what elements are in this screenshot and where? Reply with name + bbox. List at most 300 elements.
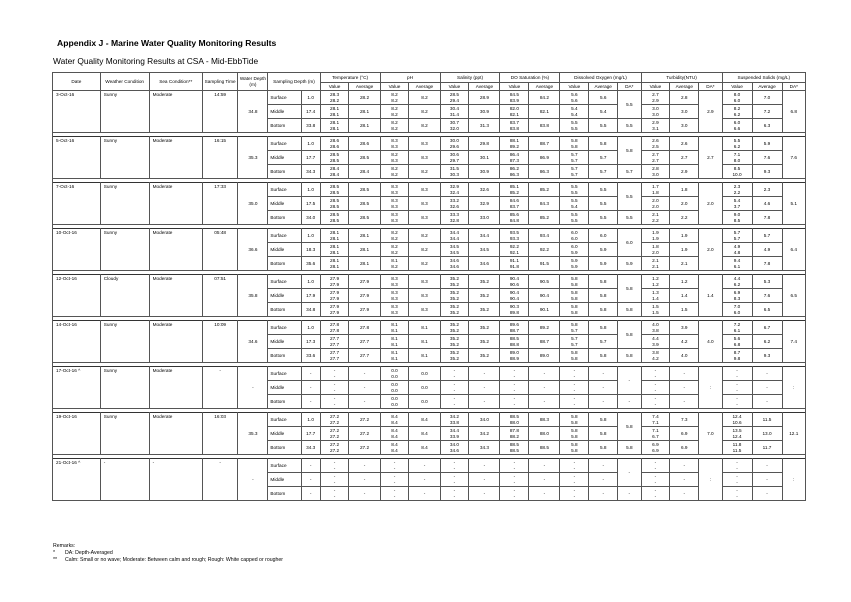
temperature-value-cell-reading: 27.7 bbox=[329, 355, 340, 361]
do-saturation-average-cell: - bbox=[529, 473, 560, 487]
salinity-value-cell-reading: 33.9 bbox=[449, 433, 459, 439]
turbidity-value-cell-reading: - bbox=[654, 493, 657, 499]
dissolved-oxygen-average-cell: - bbox=[589, 459, 618, 473]
ph-average-cell: 8.4 bbox=[409, 441, 440, 455]
turbidity-average-cell: 2.2 bbox=[670, 211, 699, 225]
table-row bbox=[53, 413, 806, 427]
ph-value-cell bbox=[380, 165, 409, 179]
salinity-average-cell: 32.9 bbox=[469, 197, 500, 211]
ph-value-cell-reading: 8.2 bbox=[391, 125, 398, 131]
header-average: Average bbox=[469, 83, 500, 91]
temperature-value-cell-reading: - bbox=[333, 488, 336, 494]
turbidity-value-cell bbox=[641, 91, 670, 105]
salinity-value-cell-reading: - bbox=[453, 479, 456, 485]
salinity-average-cell: 34.5 bbox=[469, 243, 500, 257]
suspended-solids-value-cell-reading: 2.3 bbox=[733, 184, 741, 190]
turbidity-value-cell-reading: 7.1 bbox=[652, 419, 659, 425]
salinity-value-cell bbox=[440, 427, 469, 441]
dissolved-oxygen-value-cell bbox=[560, 349, 589, 363]
ph-value-cell-reading: 8.3 bbox=[391, 290, 398, 296]
turbidity-value-cell bbox=[641, 275, 670, 289]
ph-value-cell bbox=[380, 459, 409, 473]
dissolved-oxygen-value-cell-reading: 5.5 bbox=[571, 198, 578, 204]
weather-cell: Sunny bbox=[100, 229, 149, 271]
suspended-solids-value-cell-reading: - bbox=[736, 382, 738, 388]
do-saturation-average-cell: 88.0 bbox=[529, 427, 560, 441]
level-name-cell: Bottom bbox=[268, 395, 301, 409]
ph-value-cell-reading: 8.2 bbox=[391, 97, 398, 103]
level-name-cell: Surface bbox=[268, 459, 301, 473]
sampling-depth-cell: 35.6 bbox=[301, 257, 320, 271]
salinity-average-cell: 28.9 bbox=[469, 91, 500, 105]
salinity-average-cell: - bbox=[469, 367, 500, 381]
do-saturation-value-cell-reading: 93.3 bbox=[509, 235, 519, 241]
header-average: Average bbox=[349, 83, 380, 91]
do-saturation-value-cell-reading: - bbox=[513, 493, 516, 499]
salinity-average-cell: 30.1 bbox=[469, 151, 500, 165]
ph-value-cell bbox=[380, 427, 409, 441]
salinity-value-cell-reading: 30.7 bbox=[449, 120, 459, 126]
turbidity-value-cell bbox=[641, 303, 670, 317]
water-depth-cell: 35.3 bbox=[238, 137, 268, 179]
temperature-value-cell-reading: - bbox=[333, 373, 336, 379]
suspended-solids-value-cell-reading: 11.8 bbox=[732, 442, 742, 448]
dissolved-oxygen-value-cell-reading: - bbox=[573, 373, 576, 379]
do-saturation-value-cell bbox=[500, 119, 529, 133]
salinity-value-cell bbox=[440, 367, 469, 381]
turbidity-value-cell-reading: 3.0 bbox=[652, 111, 659, 117]
header-da: DA* bbox=[618, 83, 641, 91]
salinity-value-cell-reading: - bbox=[453, 396, 456, 402]
turbidity-value-cell-reading: 2.1 bbox=[652, 258, 659, 264]
suspended-solids-value-cell-reading: 9.8 bbox=[733, 355, 741, 361]
dissolved-oxygen-value-cell-reading: 5.6 bbox=[571, 92, 578, 98]
header-average: Average bbox=[752, 83, 782, 91]
suspended-solids-average-cell: 9.3 bbox=[752, 349, 782, 363]
suspended-solids-value-cell-reading: 6.1 bbox=[733, 327, 741, 333]
suspended-solids-average-cell: 6.2 bbox=[752, 335, 782, 349]
turbidity-value-cell bbox=[641, 413, 670, 427]
temperature-value-cell bbox=[320, 151, 349, 165]
suspended-solids-value-cell-reading: 6.0 bbox=[733, 120, 741, 126]
do-saturation-value-cell bbox=[500, 197, 529, 211]
salinity-value-cell-reading: 32.8 bbox=[449, 217, 459, 223]
date-cell: 17-Oct-16 ^ bbox=[53, 367, 101, 409]
suspended-solids-value-cell-reading: 8.2 bbox=[733, 106, 741, 112]
turbidity-value-cell bbox=[641, 289, 670, 303]
sampling-depth-cell: 1.0 bbox=[301, 413, 320, 427]
sampling-depth-cell: - bbox=[301, 487, 320, 501]
temperature-value-cell-reading: - bbox=[333, 396, 336, 402]
suspended-solids-value-cell-reading: - bbox=[736, 368, 738, 374]
dissolved-oxygen-value-cell-reading: 5.8 bbox=[571, 309, 578, 315]
temperature-average-cell: 28.1 bbox=[349, 229, 380, 243]
ph-value-cell-reading: 8.3 bbox=[391, 184, 398, 190]
dissolved-oxygen-da-cell: 5.8 bbox=[618, 275, 641, 303]
date-cell: 7-Oct-16 bbox=[53, 183, 101, 225]
ph-value-cell-reading: - bbox=[393, 474, 396, 480]
dissolved-oxygen-value-cell-reading: - bbox=[573, 488, 576, 494]
suspended-solids-value-cell-reading: 6.6 bbox=[733, 125, 741, 131]
suspended-solids-value-cell-reading: 12.4 bbox=[732, 414, 742, 420]
turbidity-value-cell-reading: - bbox=[654, 465, 657, 471]
do-saturation-average-cell: 82.1 bbox=[529, 105, 560, 119]
temperature-value-cell-reading: 27.9 bbox=[329, 309, 340, 315]
suspended-solids-value-cell bbox=[722, 367, 752, 381]
temperature-average-cell: 28.1 bbox=[349, 257, 380, 271]
ph-average-cell: 8.4 bbox=[409, 413, 440, 427]
suspended-solids-value-cell bbox=[722, 275, 752, 289]
turbidity-average-cell: 2.8 bbox=[670, 91, 699, 105]
temperature-value-cell bbox=[320, 165, 349, 179]
suspended-solids-average-cell: - bbox=[752, 487, 782, 501]
suspended-solids-da-cell: 6.8 bbox=[782, 91, 806, 133]
table-row bbox=[53, 91, 806, 105]
ph-value-cell-reading: 8.2 bbox=[391, 92, 398, 98]
ph-average-cell: 0.0 bbox=[409, 367, 440, 381]
sampling-depth-cell: - bbox=[301, 473, 320, 487]
do-saturation-average-cell: 88.3 bbox=[529, 413, 560, 427]
sampling-depth-cell: 17.5 bbox=[301, 197, 320, 211]
sampling-time-cell: 05:48 bbox=[202, 229, 238, 271]
suspended-solids-value-cell-reading: 9.4 bbox=[733, 258, 741, 264]
turbidity-value-cell-reading: 1.9 bbox=[652, 235, 659, 241]
dissolved-oxygen-average-cell: 5.9 bbox=[589, 243, 618, 257]
suspended-solids-value-cell-reading: 12.4 bbox=[732, 433, 742, 439]
suspended-solids-value-cell bbox=[722, 413, 752, 427]
suspended-solids-value-cell bbox=[722, 395, 752, 409]
sampling-depth-cell: 34.3 bbox=[301, 165, 320, 179]
salinity-value-cell-reading: 34.5 bbox=[449, 249, 459, 255]
suspended-solids-value-cell-reading: 8.5 bbox=[733, 166, 741, 172]
do-saturation-value-cell-reading: 84.6 bbox=[509, 198, 519, 204]
water-depth-cell: 35.8 bbox=[238, 275, 268, 317]
salinity-value-cell-reading: - bbox=[453, 493, 456, 499]
ph-value-cell-reading: 8.2 bbox=[391, 120, 398, 126]
do-saturation-value-cell bbox=[500, 275, 529, 289]
dissolved-oxygen-da-cell: - bbox=[618, 395, 641, 409]
turbidity-value-cell-reading: - bbox=[654, 401, 657, 407]
header-value: Value bbox=[560, 83, 589, 91]
ph-value-cell-reading: 8.1 bbox=[391, 341, 398, 347]
salinity-value-cell bbox=[440, 441, 469, 455]
date-cell: 10-Oct-16 bbox=[53, 229, 101, 271]
dissolved-oxygen-value-cell-reading: 5.8 bbox=[571, 350, 578, 356]
suspended-solids-value-cell-reading: 7.0 bbox=[733, 304, 741, 310]
salinity-value-cell-reading: 34.6 bbox=[449, 447, 459, 453]
dissolved-oxygen-value-cell bbox=[560, 487, 589, 501]
dissolved-oxygen-value-cell-reading: - bbox=[573, 460, 576, 466]
date-cell: 21-Oct-16 ^ bbox=[53, 459, 101, 501]
salinity-value-cell-reading: 32.0 bbox=[449, 125, 459, 131]
turbidity-average-cell: - bbox=[670, 473, 699, 487]
turbidity-value-cell bbox=[641, 183, 670, 197]
dissolved-oxygen-value-cell-reading: 5.7 bbox=[571, 171, 578, 177]
ph-value-cell-reading: - bbox=[393, 465, 396, 471]
suspended-solids-value-cell-reading: - bbox=[736, 493, 738, 499]
temperature-value-cell bbox=[320, 473, 349, 487]
salinity-average-cell: 35.2 bbox=[469, 275, 500, 289]
do-saturation-value-cell-reading: 89.8 bbox=[509, 309, 519, 315]
suspended-solids-value-cell-reading: 6.2 bbox=[733, 281, 741, 287]
temperature-average-cell: 28.2 bbox=[349, 91, 380, 105]
turbidity-value-cell-reading: 2.1 bbox=[652, 212, 659, 218]
temperature-value-cell-reading: 28.5 bbox=[329, 203, 340, 209]
turbidity-value-cell bbox=[641, 427, 670, 441]
turbidity-value-cell-reading: 1.5 bbox=[652, 309, 659, 315]
do-saturation-value-cell bbox=[500, 473, 529, 487]
dissolved-oxygen-average-cell: 5.5 bbox=[589, 119, 618, 133]
weather-cell: Sunny bbox=[100, 367, 149, 409]
ph-average-cell: 8.2 bbox=[409, 165, 440, 179]
salinity-value-cell-reading: - bbox=[453, 373, 456, 379]
turbidity-average-cell: 1.5 bbox=[670, 303, 699, 317]
date-cell: 3-Oct-16 bbox=[53, 91, 101, 133]
salinity-value-cell-reading: 35.2 bbox=[449, 336, 459, 342]
dissolved-oxygen-value-cell bbox=[560, 197, 589, 211]
suspended-solids-value-cell bbox=[722, 487, 752, 501]
table-body bbox=[53, 91, 806, 501]
do-saturation-average-cell: 83.8 bbox=[529, 119, 560, 133]
temperature-value-cell bbox=[320, 349, 349, 363]
temperature-average-cell: 27.9 bbox=[349, 303, 380, 317]
turbidity-value-cell-reading: 2.7 bbox=[652, 92, 659, 98]
temperature-value-cell-reading: 28.1 bbox=[329, 125, 340, 131]
salinity-value-cell-reading: 34.6 bbox=[449, 263, 459, 269]
dissolved-oxygen-value-cell bbox=[560, 381, 589, 395]
suspended-solids-value-cell bbox=[722, 91, 752, 105]
salinity-average-cell: 29.8 bbox=[469, 137, 500, 151]
table-row bbox=[53, 367, 806, 381]
dissolved-oxygen-value-cell bbox=[560, 321, 589, 335]
turbidity-da-cell: 2.9 bbox=[699, 91, 722, 133]
suspended-solids-value-cell-reading: 5.6 bbox=[733, 336, 741, 342]
sampling-depth-cell: 33.8 bbox=[301, 119, 320, 133]
suspended-solids-value-cell bbox=[722, 349, 752, 363]
salinity-average-cell: 35.2 bbox=[469, 321, 500, 335]
ph-value-cell-reading: 8.2 bbox=[391, 249, 398, 255]
salinity-value-cell-reading: 35.2 bbox=[449, 327, 459, 333]
ph-average-cell: 8.2 bbox=[409, 229, 440, 243]
suspended-solids-da-cell: 6.5 bbox=[782, 275, 806, 317]
dissolved-oxygen-da-cell: 5.7 bbox=[618, 165, 641, 179]
header-value: Value bbox=[722, 83, 752, 91]
dissolved-oxygen-da-cell: 5.8 bbox=[618, 321, 641, 349]
dissolved-oxygen-value-cell bbox=[560, 211, 589, 225]
dissolved-oxygen-value-cell bbox=[560, 165, 589, 179]
ph-value-cell-reading: 8.2 bbox=[391, 235, 398, 241]
temperature-average-cell: 28.4 bbox=[349, 165, 380, 179]
turbidity-value-cell-reading: 2.6 bbox=[652, 138, 659, 144]
turbidity-value-cell-reading: 1.2 bbox=[652, 276, 659, 282]
suspended-solids-value-cell bbox=[722, 211, 752, 225]
dissolved-oxygen-value-cell bbox=[560, 91, 589, 105]
sampling-depth-cell: - bbox=[301, 381, 320, 395]
suspended-solids-value-cell-reading: 6.0 bbox=[733, 309, 741, 315]
water-depth-cell: 34.6 bbox=[238, 321, 268, 363]
do-saturation-average-cell: 84.2 bbox=[529, 91, 560, 105]
sea-condition-cell: Moderate bbox=[149, 275, 202, 317]
suspended-solids-value-cell-reading: - bbox=[736, 488, 738, 494]
dissolved-oxygen-value-cell bbox=[560, 413, 589, 427]
suspended-solids-value-cell bbox=[722, 257, 752, 271]
ph-average-cell: 8.3 bbox=[409, 303, 440, 317]
level-name-cell: Surface bbox=[268, 183, 301, 197]
dissolved-oxygen-value-cell-reading: - bbox=[573, 382, 576, 388]
dissolved-oxygen-value-cell-reading: 5.8 bbox=[571, 355, 578, 361]
level-name-cell: Surface bbox=[268, 275, 301, 289]
ph-average-cell: - bbox=[409, 487, 440, 501]
header-sampling-depth: Sampling Depth (m) bbox=[268, 73, 320, 91]
sampling-depth-cell: 33.6 bbox=[301, 349, 320, 363]
suspended-solids-da-cell: 7.4 bbox=[782, 321, 806, 363]
salinity-value-cell-reading: 35.2 bbox=[449, 304, 459, 310]
do-saturation-average-cell: - bbox=[529, 459, 560, 473]
salinity-average-cell: 35.2 bbox=[469, 349, 500, 363]
temperature-value-cell-reading: 28.6 bbox=[329, 138, 340, 144]
turbidity-value-cell-reading: 3.9 bbox=[652, 341, 659, 347]
dissolved-oxygen-value-cell bbox=[560, 441, 589, 455]
salinity-value-cell bbox=[440, 413, 469, 427]
do-saturation-value-cell bbox=[500, 229, 529, 243]
do-saturation-value-cell bbox=[500, 151, 529, 165]
weather-cell: Sunny bbox=[100, 321, 149, 363]
do-saturation-value-cell-reading: 83.9 bbox=[509, 97, 519, 103]
salinity-value-cell-reading: 35.2 bbox=[449, 355, 459, 361]
temperature-average-cell: 28.5 bbox=[349, 183, 380, 197]
salinity-value-cell bbox=[440, 197, 469, 211]
temperature-value-cell-reading: 27.9 bbox=[329, 276, 340, 282]
turbidity-value-cell-reading: 7.1 bbox=[652, 428, 659, 434]
water-depth-cell: 34.8 bbox=[238, 91, 268, 133]
turbidity-average-cell: - bbox=[670, 381, 699, 395]
suspended-solids-value-cell-reading: 3.7 bbox=[733, 203, 741, 209]
suspended-solids-da-cell: 7.6 bbox=[782, 137, 806, 179]
suspended-solids-value-cell-reading: 8.0 bbox=[733, 92, 741, 98]
salinity-value-cell-reading: 32.6 bbox=[449, 203, 459, 209]
suspended-solids-value-cell-reading: - bbox=[736, 387, 738, 393]
ph-value-cell-reading: 8.4 bbox=[391, 419, 398, 425]
salinity-value-cell-reading: 29.6 bbox=[449, 143, 459, 149]
salinity-average-cell: 34.3 bbox=[469, 441, 500, 455]
temperature-value-cell bbox=[320, 381, 349, 395]
dissolved-oxygen-average-cell: - bbox=[589, 395, 618, 409]
ph-value-cell bbox=[380, 289, 409, 303]
salinity-value-cell-reading: 30.3 bbox=[449, 171, 459, 177]
dissolved-oxygen-value-cell bbox=[560, 137, 589, 151]
dissolved-oxygen-da-cell: 5.8 bbox=[618, 349, 641, 363]
temperature-average-cell: 27.2 bbox=[349, 427, 380, 441]
temperature-value-cell-reading: 28.1 bbox=[329, 230, 340, 236]
salinity-value-cell-reading: 29.4 bbox=[449, 97, 459, 103]
water-depth-cell: 36.6 bbox=[238, 229, 268, 271]
ph-value-cell-reading: 8.3 bbox=[391, 189, 398, 195]
suspended-solids-average-cell: - bbox=[752, 367, 782, 381]
dissolved-oxygen-average-cell: 5.8 bbox=[589, 427, 618, 441]
turbidity-average-cell: - bbox=[670, 487, 699, 501]
dissolved-oxygen-value-cell bbox=[560, 367, 589, 381]
do-saturation-value-cell bbox=[500, 427, 529, 441]
water-depth-cell: 35.3 bbox=[238, 413, 268, 455]
ph-value-cell bbox=[380, 335, 409, 349]
temperature-value-cell-reading: - bbox=[333, 493, 336, 499]
ph-value-cell-reading: 8.3 bbox=[391, 309, 398, 315]
salinity-value-cell bbox=[440, 349, 469, 363]
salinity-average-cell: - bbox=[469, 473, 500, 487]
dissolved-oxygen-da-cell: - bbox=[618, 459, 641, 487]
do-saturation-average-cell: 90.5 bbox=[529, 275, 560, 289]
salinity-value-cell-reading: 35.2 bbox=[449, 290, 459, 296]
ph-average-cell: 8.2 bbox=[409, 105, 440, 119]
salinity-value-cell bbox=[440, 487, 469, 501]
dissolved-oxygen-value-cell-reading: 5.5 bbox=[571, 125, 578, 131]
salinity-value-cell-reading: 34.5 bbox=[449, 244, 459, 250]
suspended-solids-value-cell-reading: 4.4 bbox=[733, 276, 741, 282]
level-name-cell: Surface bbox=[268, 91, 301, 105]
salinity-value-cell-reading: 35.2 bbox=[449, 350, 459, 356]
do-saturation-value-cell-reading: 91.8 bbox=[509, 263, 519, 269]
dissolved-oxygen-value-cell bbox=[560, 395, 589, 409]
ph-value-cell bbox=[380, 229, 409, 243]
level-name-cell: Middle bbox=[268, 105, 301, 119]
do-saturation-value-cell-reading: 92.2 bbox=[509, 244, 519, 250]
dissolved-oxygen-average-cell: 5.8 bbox=[589, 289, 618, 303]
temperature-value-cell bbox=[320, 105, 349, 119]
do-saturation-value-cell bbox=[500, 459, 529, 473]
salinity-average-cell: 30.9 bbox=[469, 105, 500, 119]
temperature-value-cell-reading: 28.1 bbox=[329, 258, 340, 264]
salinity-value-cell-reading: 35.2 bbox=[449, 295, 459, 301]
do-saturation-value-cell bbox=[500, 137, 529, 151]
dissolved-oxygen-average-cell: - bbox=[589, 381, 618, 395]
turbidity-value-cell bbox=[641, 243, 670, 257]
turbidity-value-cell-reading: 1.4 bbox=[652, 295, 659, 301]
dissolved-oxygen-value-cell-reading: 5.7 bbox=[571, 341, 578, 347]
ph-average-cell: - bbox=[409, 459, 440, 473]
turbidity-value-cell bbox=[641, 105, 670, 119]
temperature-value-cell-reading: 28.5 bbox=[329, 198, 340, 204]
turbidity-value-cell-reading: 2.9 bbox=[652, 97, 659, 103]
dissolved-oxygen-average-cell: 5.8 bbox=[589, 321, 618, 335]
turbidity-average-cell: - bbox=[670, 367, 699, 381]
do-saturation-average-cell: 88.7 bbox=[529, 335, 560, 349]
water-depth-cell: 35.0 bbox=[238, 183, 268, 225]
dissolved-oxygen-value-cell-reading: 5.7 bbox=[571, 157, 578, 163]
turbidity-value-cell-reading: - bbox=[654, 368, 657, 374]
header-value: Value bbox=[641, 83, 670, 91]
ph-value-cell-reading: 8.2 bbox=[391, 166, 398, 172]
temperature-value-cell bbox=[320, 91, 349, 105]
temperature-value-cell-reading: 28.1 bbox=[329, 244, 340, 250]
temperature-value-cell-reading: - bbox=[333, 382, 336, 388]
level-name-cell: Bottom bbox=[268, 487, 301, 501]
level-name-cell: Bottom bbox=[268, 257, 301, 271]
temperature-value-cell-reading: - bbox=[333, 474, 336, 480]
suspended-solids-value-cell bbox=[722, 303, 752, 317]
temperature-value-cell-reading: 27.7 bbox=[329, 336, 340, 342]
temperature-average-cell: - bbox=[349, 395, 380, 409]
do-saturation-value-cell-reading: 85.2 bbox=[509, 189, 519, 195]
turbidity-value-cell-reading: 2.0 bbox=[652, 249, 659, 255]
dissolved-oxygen-da-cell: 5.8 bbox=[618, 137, 641, 165]
turbidity-average-cell: 2.6 bbox=[670, 137, 699, 151]
temperature-value-cell-reading: 28.5 bbox=[329, 157, 340, 163]
temperature-value-cell-reading: - bbox=[333, 479, 336, 485]
dissolved-oxygen-average-cell: 5.8 bbox=[589, 441, 618, 455]
turbidity-value-cell-reading: 1.2 bbox=[652, 281, 659, 287]
ph-value-cell-reading: 8.4 bbox=[391, 442, 398, 448]
do-saturation-value-cell bbox=[500, 349, 529, 363]
